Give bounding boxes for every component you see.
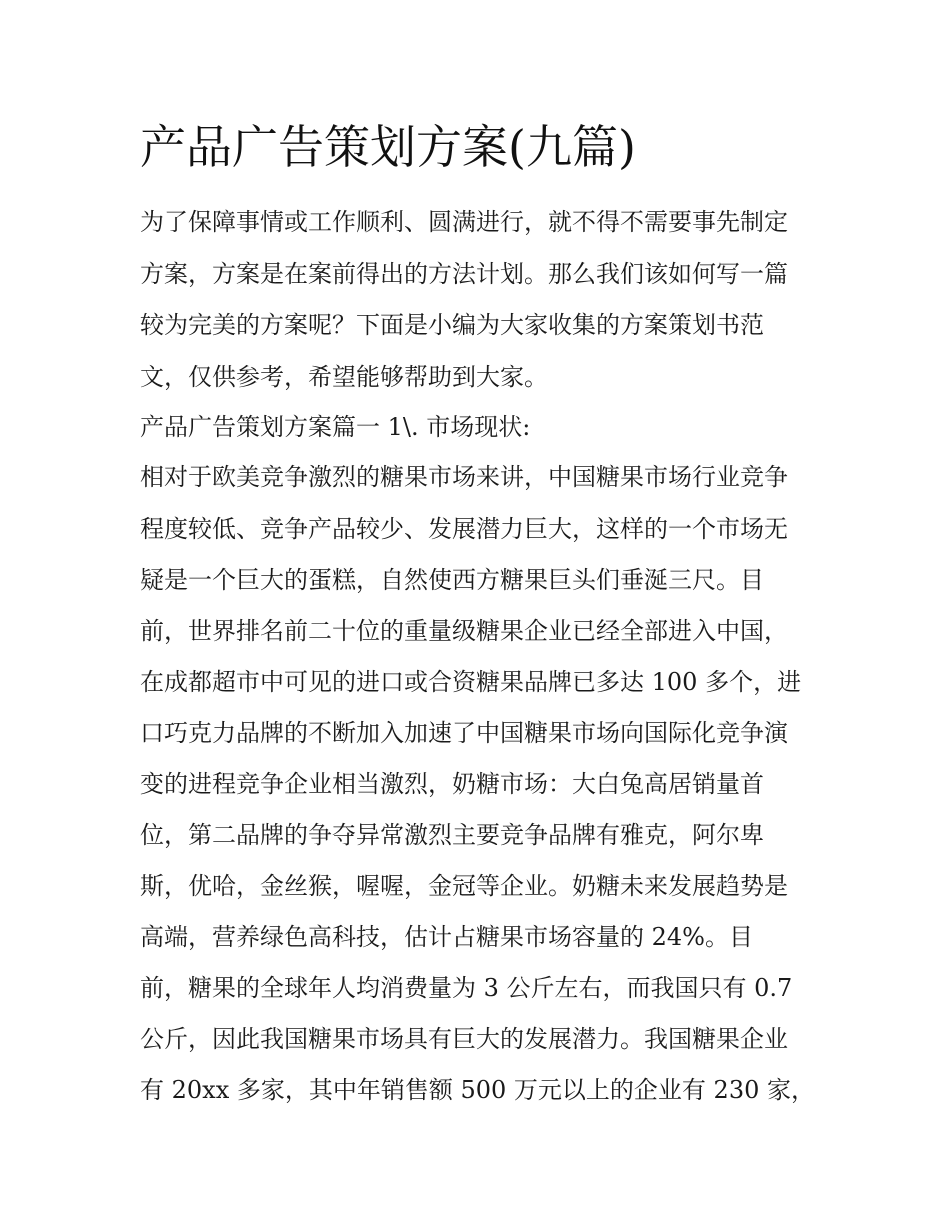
body-line: 相对于欧美竞争激烈的糖果市场来讲，中国糖果市场行业竞争 — [140, 463, 788, 491]
body-line: 前，糖果的全球年人均消费量为 3 公斤左右，而我国只有 0.7 — [140, 974, 793, 1002]
body-line: 斯，优哈，金丝猴，喔喔，金冠等企业。奶糖未来发展趋势是 — [140, 872, 788, 900]
body-line: 在成都超市中可见的进口或合资糖果品牌已多达 100 多个，进 — [140, 668, 802, 696]
body-line: 为了保障事情或工作顺利、圆满进行，就不得不需要事先制定 — [140, 208, 788, 236]
body-line: 有 20xx 多家，其中年销售额 500 万元以上的企业有 230 家， — [140, 1076, 815, 1104]
body-line: 高端，营养绿色高科技，估计占糖果市场容量的 24%。目 — [140, 923, 753, 951]
section-heading: 产品广告策划方案篇一 1\. 市场现状: — [140, 413, 531, 441]
body-line: 方案，方案是在案前得出的方法计划。那么我们该如何写一篇 — [140, 260, 788, 288]
body-line: 变的进程竞争企业相当激烈，奶糖市场：大白兔高居销量首 — [140, 770, 764, 798]
body-line: 公斤，因此我国糖果市场具有巨大的发展潜力。我国糖果企业 — [140, 1025, 788, 1053]
body-line: 前，世界排名前二十位的重量级糖果企业已经全部进入中国， — [140, 617, 788, 645]
body-line: 文，仅供参考，希望能够帮助到大家。 — [140, 363, 548, 391]
body-line: 位，第二品牌的争夺异常激烈主要竞争品牌有雅克，阿尔卑 — [140, 821, 764, 849]
body-line: 疑是一个巨大的蛋糕，自然使西方糖果巨头们垂涎三尺。目 — [140, 566, 764, 594]
body-line: 较为完美的方案呢？下面是小编为大家收集的方案策划书范 — [140, 311, 764, 339]
body-line: 程度较低、竞争产品较少、发展潜力巨大，这样的一个市场无 — [140, 515, 788, 543]
page-title: 产品广告策划方案(九篇) — [140, 120, 636, 174]
body-line: 口巧克力品牌的不断加入加速了中国糖果市场向国际化竞争演 — [140, 719, 788, 747]
